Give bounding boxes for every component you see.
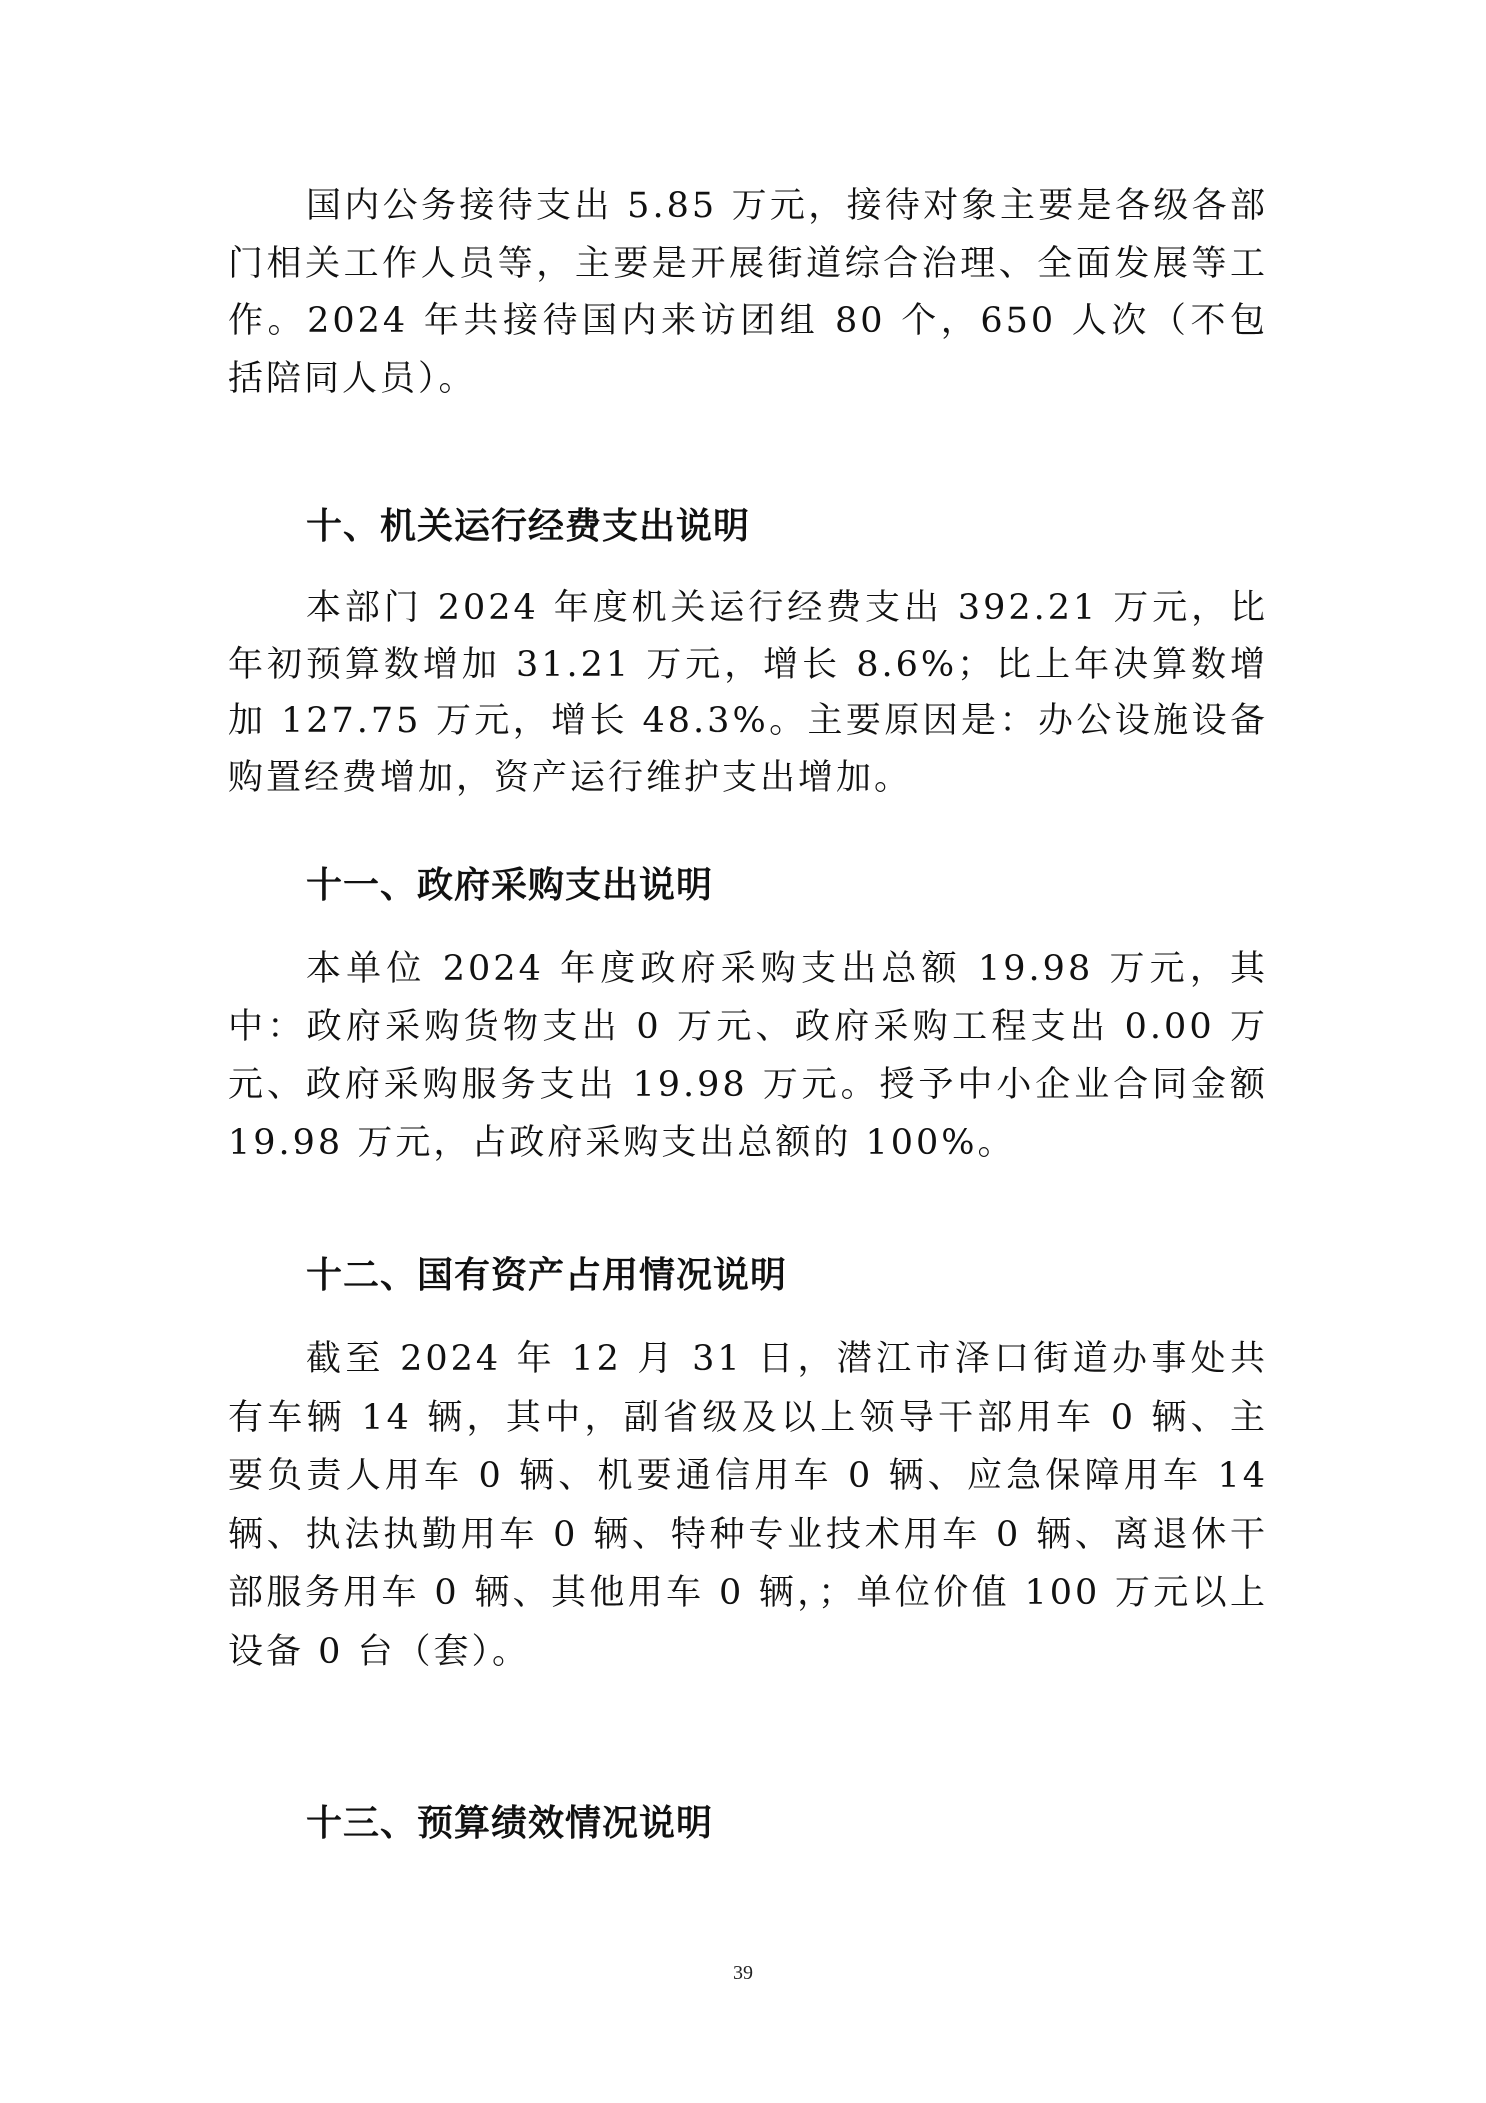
heading-section-10: 十、机关运行经费支出说明: [306, 506, 751, 547]
heading-section-13: 十三、预算绩效情况说明: [306, 1803, 714, 1844]
page-number: 39: [733, 1962, 753, 1984]
paragraph-reception-expenditure: [228, 178, 1268, 408]
paragraph-state-assets: [228, 1330, 1268, 1681]
paragraph-text: 本单位 2024 年度政府采购支出总额 19.98 万元，其中：政府采购货物支出 0 万元、政府采购工程支出 0.00 万元、政府采购服务支出 19.98 万元。授予中小企业合同金额 19.98 万元，占政府采购支出总额的 100%。: [228, 949, 1268, 1163]
paragraph-text: 截至 2024 年 12 月 31 日，潜江市泽口街道办事处共有车辆 14 辆，其中，副省级及以上领导干部用车 0 辆、主要负责人用车 0 辆、机要通信用车 0 辆、应急保障用车 14 辆、执法执勤用车 0 辆、特种专业技术用车 0 辆、离退休干部服务用车 0 辆、其他用车 0 辆，；单位价值 100 万元以上设备 0 台（套）。: [228, 1339, 1268, 1672]
paragraph-text: 国内公务接待支出 5.85 万元，接待对象主要是各级各部门相关工作人员等，主要是开展街道综合治理、全面发展等工作。2024 年共接待国内来访团组 80 个，650 人次（不包括陪同人员）。: [228, 186, 1268, 399]
paragraph-operating-cost: [228, 580, 1268, 806]
paragraph-text: 本部门 2024 年度机关运行经费支出 392.21 万元，比年初预算数增加 31.21 万元，增长 8.6%；比上年决算数增加 127.75 万元，增长 48.3%。主要原因是：办公设施设备购置经费增加，资产运行维护支出增加。: [228, 588, 1268, 798]
paragraph-government-procurement: [228, 940, 1268, 1172]
heading-section-12: 十二、国有资产占用情况说明: [306, 1255, 788, 1296]
heading-section-11: 十一、政府采购支出说明: [306, 865, 714, 906]
